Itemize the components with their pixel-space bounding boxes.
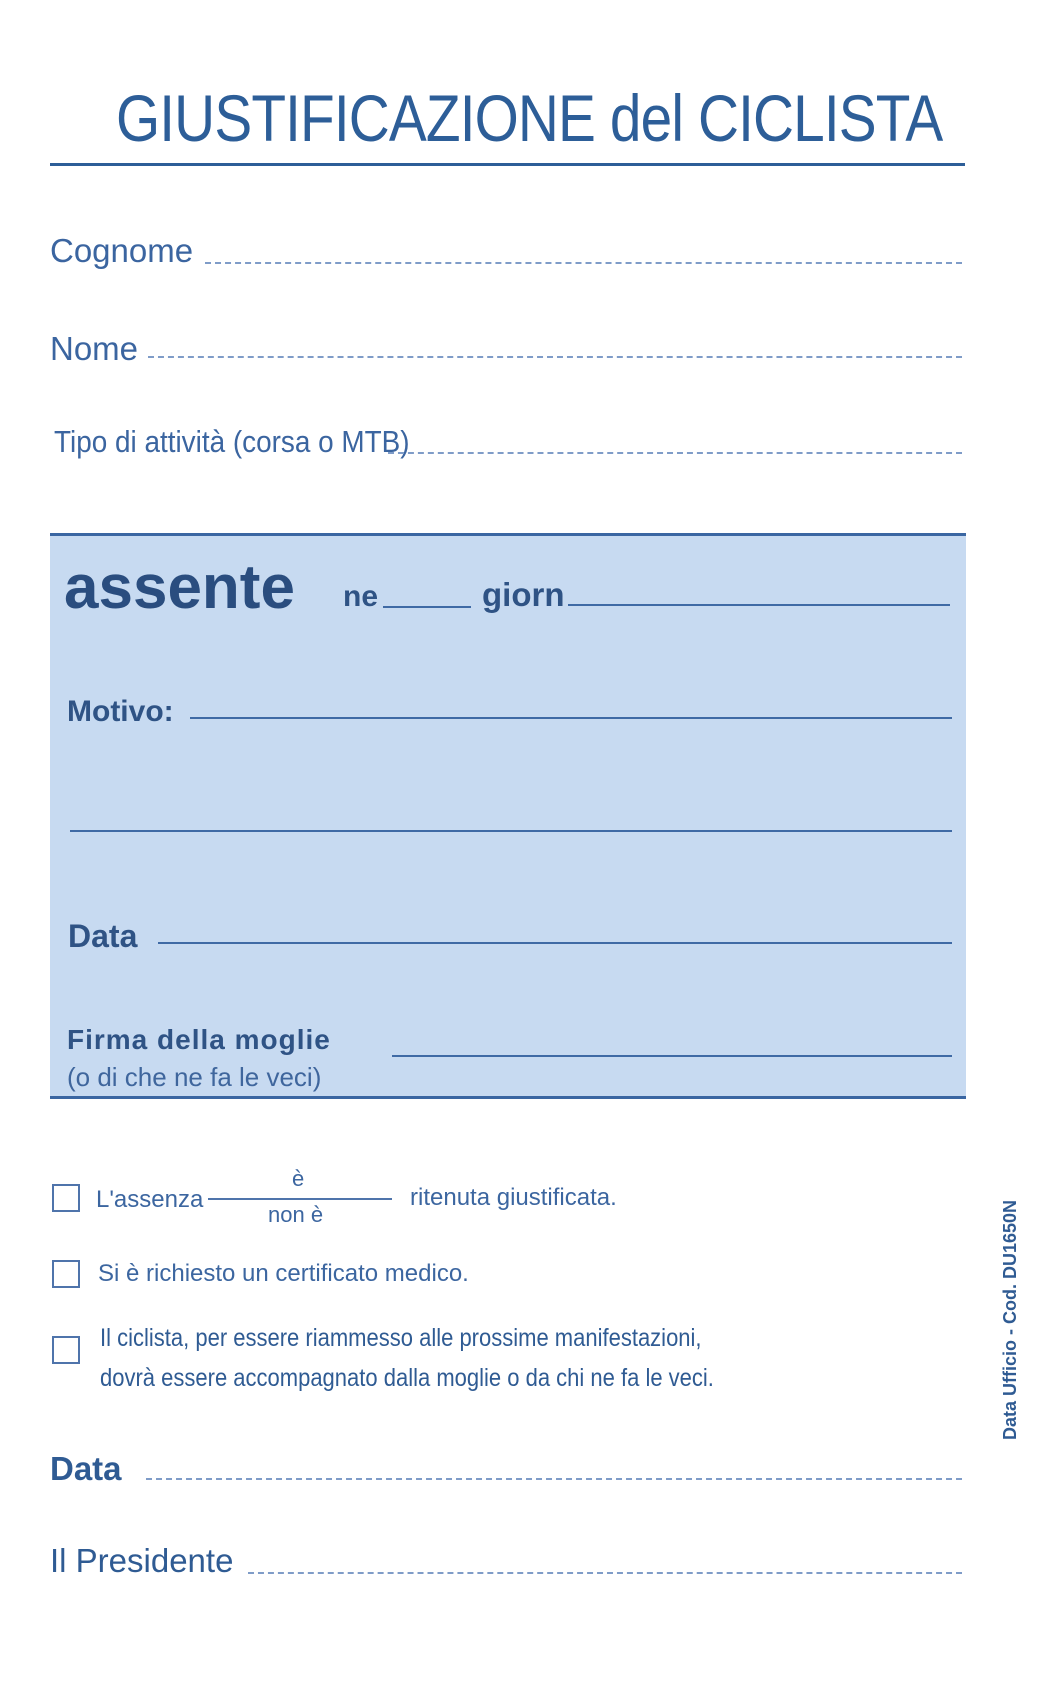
ne-label: ne bbox=[343, 580, 379, 613]
footer-data-field[interactable] bbox=[146, 1478, 962, 1480]
assenza-prefix: L'assenza bbox=[96, 1186, 204, 1213]
cognome-field[interactable] bbox=[205, 262, 962, 264]
page-title: GIUSTIFICAZIONE del CICLISTA bbox=[115, 81, 943, 155]
title-divider bbox=[50, 163, 965, 166]
nome-field[interactable] bbox=[148, 356, 962, 358]
footer-data-label: Data bbox=[50, 1450, 122, 1487]
presidente-field[interactable] bbox=[248, 1572, 962, 1574]
non-e-option: non è bbox=[268, 1202, 324, 1227]
giustificata-checkbox[interactable] bbox=[52, 1184, 80, 1212]
firma-sublabel: (o di che ne fa le veci) bbox=[67, 1062, 322, 1092]
cognome-label: Cognome bbox=[50, 232, 194, 269]
firma-label: Firma della moglie bbox=[67, 1024, 331, 1055]
motivo-field-line1[interactable] bbox=[190, 717, 952, 719]
giorn-label: giorn bbox=[482, 576, 565, 613]
fraction-line bbox=[208, 1198, 392, 1200]
riammesso-checkbox[interactable] bbox=[52, 1336, 80, 1364]
presidente-label: Il Presidente bbox=[50, 1542, 234, 1579]
assente-label: assente bbox=[64, 553, 295, 622]
giorn-field[interactable] bbox=[568, 604, 950, 606]
firma-field[interactable] bbox=[392, 1055, 952, 1057]
box-data-label: Data bbox=[68, 918, 138, 954]
side-code-text: Data Ufficio - Cod. DU1650N bbox=[1000, 1199, 1020, 1440]
tipo-attivita-field[interactable] bbox=[388, 452, 962, 454]
assenza-suffix: ritenuta giustificata. bbox=[410, 1184, 617, 1211]
nome-label: Nome bbox=[50, 330, 139, 367]
motivo-field-line2[interactable] bbox=[70, 830, 952, 832]
certificato-label: Si è richiesto un certificato medico. bbox=[98, 1260, 469, 1287]
certificato-checkbox[interactable] bbox=[52, 1260, 80, 1288]
e-option: è bbox=[292, 1166, 305, 1191]
ne-field[interactable] bbox=[383, 606, 471, 608]
riammesso-line1: Il ciclista, per essere riammesso alle prossime manifestazioni, bbox=[100, 1324, 702, 1352]
tipo-attivita-label: Tipo di attività (corsa o MTB) bbox=[54, 424, 410, 459]
motivo-label: Motivo: bbox=[67, 695, 174, 728]
box-data-field[interactable] bbox=[158, 942, 952, 944]
riammesso-line2: dovrà essere accompagnato dalla moglie o da chi ne fa le veci. bbox=[100, 1364, 714, 1392]
